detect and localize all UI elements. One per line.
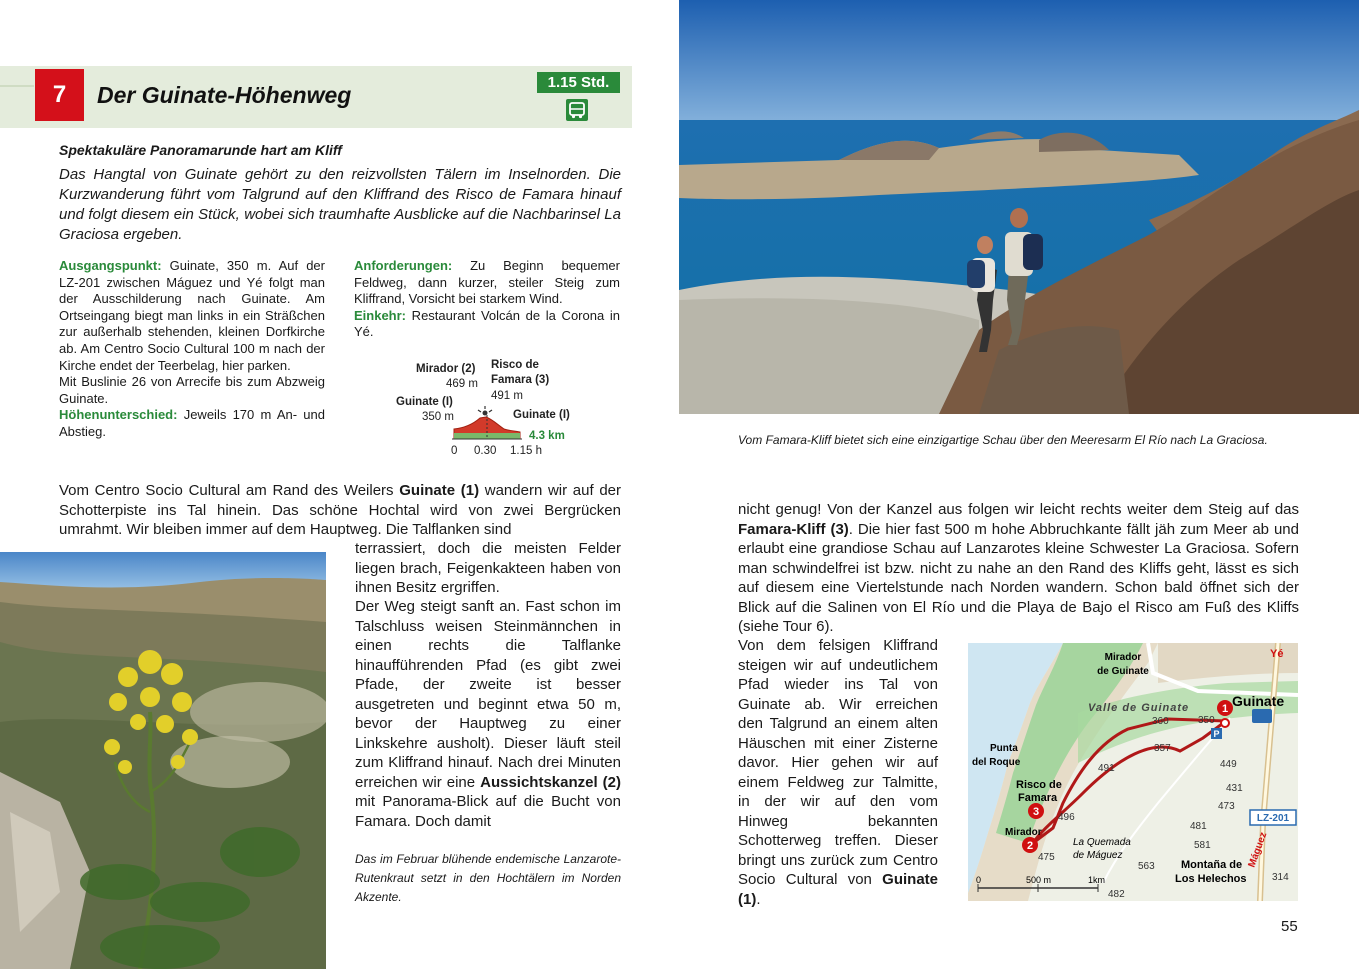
profile-time-0: 0	[451, 445, 458, 457]
duration-badge: 1.15 Std.	[537, 72, 620, 93]
text-ausgangspunkt: Guinate, 350 m. Auf der LZ-201 zwischen Máguez und Yé folgt man der Ausschilderung nach Guinate. Am Ortseingang biegt man links in ein Sträßchen zur außerhalb stehenden, kleinen Dorfkirche ab. Am Centro Socio Cultural 100 m nach der Kirche endet der Teerbelag, hier parken.	[59, 258, 325, 373]
body-right-paragraph-1	[738, 500, 1299, 637]
body-right-p1-a: nicht genug! Von der Kanzel aus folgen wir leicht rechts weiter dem Steig auf das	[738, 501, 1299, 518]
map-label-quemada-2: de Máguez	[1073, 850, 1123, 861]
profile-distance: 4.3 km	[529, 430, 565, 442]
page-number: 55	[1281, 918, 1298, 935]
label-anforderungen: Anforderungen:	[354, 258, 453, 273]
map-height-563: 563	[1138, 861, 1155, 872]
body-left-p1-c: wandern wir auf der Schotterpiste ins Tal hinein. Das schöne Hochtal wird von zwei Bergrücken umrahmt. Wir bleiben immer auf dem Hauptweg. Die Talflanken sind	[59, 482, 621, 538]
body-right-p2-a: Von dem felsigen Kliffrand steigen wir auf undeutlichem Pfad wieder ins Tal von Guinate ab. Wir erreichen den Talgrund an einem alten Häuschen mit einer Zisterne davor. Hier gehen wir auf einem Feldweg zur Talmitte, in der wir auf den vom Hinweg bekannten Schotterweg treffen. Dieser bringt uns zurück zum Centro Socio Cultural von	[738, 637, 938, 888]
body-left-p1-a: Vom Centro Socio Cultural am Rand des Weilers	[59, 482, 400, 499]
map-label-mirador-guinate-2: de Guinate	[1097, 666, 1149, 677]
profile-time-1: 0.30	[474, 445, 497, 457]
map-height-496: 496	[1058, 812, 1075, 823]
waypoint-marker-2	[1022, 837, 1038, 853]
map-height-482: 482	[1108, 889, 1125, 900]
map-label-mirador: Mirador	[1005, 827, 1042, 838]
body-left-p2: terrassiert, doch die meisten Felder liegen brach, Feigenkakteen haben von ihnen Besitz ergriffen.	[355, 540, 621, 596]
waypoint-marker-3	[1028, 803, 1044, 819]
bus-icon	[566, 99, 588, 121]
map-number-3: 3	[1032, 806, 1040, 818]
header-rule	[0, 85, 34, 87]
map-label-risco-1: Risco de	[1016, 779, 1062, 791]
text-anforderungen: Zu Beginn bequemer Feldweg, dann kurzer, steiler Steig zum Kliffrand, Vorsicht bei starkem Wind.	[354, 258, 620, 307]
profile-risco-alt: 491 m	[491, 390, 523, 402]
map-label-risco-2: Famara	[1018, 792, 1058, 804]
profile-time-2: 1.15 h	[510, 445, 542, 457]
map-label-mirador-guinate-1: Mirador	[1104, 652, 1142, 663]
map-number-2: 2	[1026, 840, 1034, 852]
map-height-350: 350	[1198, 715, 1215, 726]
map-label-helechos-2: Los Helechos	[1175, 873, 1247, 885]
text-hoehenunterschied: Jeweils 170 m An- und Abstieg.	[59, 407, 325, 439]
profile-peak-icon	[478, 406, 492, 416]
map-label-valle: Valle de Guinate	[1088, 702, 1190, 714]
tour-subtitle: Spektakuläre Panoramarunde hart am Kliff	[59, 142, 342, 158]
map-height-481: 481	[1190, 821, 1207, 832]
elevation-profile	[390, 355, 590, 460]
route-map	[968, 643, 1298, 901]
profile-mirador-label: Mirador (2)	[416, 363, 476, 375]
intro-paragraph: Das Hangtal von Guinate gehört zu den reizvollsten Tälern im Inselnorden. Die Kurzwanderung führt vom Talgrund auf den Kliffrand des Risco de Famara hinauf und folgt diesem ein Stück, wobei sich traumhafte Ausblicke auf die Nachbarinsel La Graciosa ergeben.	[59, 166, 621, 243]
map-height-473: 473	[1218, 801, 1235, 812]
body-right-p2-c: .	[756, 890, 761, 908]
body-right-p1-c: . Die hier fast 500 m hohe Abbruchkante fällt jäh zum Meer ab und erlaubt eine grandiose Schau auf Lanzarotes kleine Schwester La Graciosa. Sofern man schwindelfrei ist bzw. nicht zu nahe an den Rand des Kliffs geht, lässt es sich auf diesem eine Viertelstunde nach Norden wandern. Schon bald öffnet sich der Blick auf die Salinen von El Río und die Playa de Bajo el Risco am Fuß des Kliffs (siehe Tour 6).	[738, 520, 1299, 635]
text-bus: Mit Buslinie 26 von Arrecife bis zum Abzweig Guinate.	[59, 374, 325, 406]
caption-right: Vom Famara-Kliff bietet sich eine einzigartige Schau über den Meeresarm El Río nach La Graciosa.	[738, 433, 1268, 447]
photo-rutenkraut	[0, 552, 326, 969]
waypoint-guinate-1: Guinate (1)	[399, 482, 480, 499]
map-label-ye: Yé	[1270, 648, 1284, 660]
label-einkehr: Einkehr:	[354, 307, 407, 323]
map-label-punta-1: Punta	[990, 743, 1018, 754]
profile-risco-label-1: Risco de	[491, 359, 539, 371]
svg-text:P: P	[1213, 729, 1220, 739]
profile-mirador-alt: 469 m	[446, 378, 478, 390]
map-height-357: 357	[1154, 743, 1171, 754]
map-label-road: LZ-201	[1256, 813, 1290, 824]
map-height-431: 431	[1226, 783, 1243, 794]
waypoint-aussichtskanzel: Aussichtskanzel (2)	[480, 773, 622, 791]
map-height-475: 475	[1038, 852, 1055, 863]
info-column-right	[354, 258, 620, 341]
body-left-paragraph-2	[355, 539, 621, 598]
tour-number-badge: 7	[35, 69, 84, 121]
map-scale-1km: 1km	[1088, 875, 1106, 885]
waypoint-famara-kliff: Famara-Kliff (3)	[738, 520, 849, 538]
map-label-quemada-1: La Quemada	[1073, 837, 1131, 848]
map-scale-0: 0	[976, 875, 982, 885]
map-label-guinate: Guinate	[1232, 693, 1285, 709]
map-height-581: 581	[1194, 840, 1211, 851]
map-height-314: 314	[1272, 872, 1289, 883]
body-left-p3-c: mit Panorama-Blick auf die Bucht von Famara. Doch damit	[355, 793, 621, 830]
profile-guinate-start-alt: 350 m	[422, 411, 454, 423]
map-height-449: 449	[1220, 759, 1237, 770]
body-left-paragraph-1	[59, 481, 621, 540]
map-bus-icon	[1252, 709, 1272, 723]
map-label-punta-2: del Roque	[972, 757, 1021, 768]
body-left-p3-a: Der Weg steigt sanft an. Fast schon im Talschluss weisen Steinmännchen in einen rechts die Talflanke hinaufführenden Pfad (es gibt zwei Pfade, der zweite ist besser ausgetreten und beginnt etwa 50 m, bevor der Hauptweg zu einer Linkskehre ausholt). Dieser läuft steil zum Kliffrand hinauf. Nach drei Minuten erreichen wir eine	[355, 598, 621, 791]
text-einkehr: Restaurant Volcán de la Corona in Yé.	[354, 307, 620, 340]
map-label-helechos-1: Montaña de	[1181, 859, 1243, 871]
body-right-paragraph-2	[738, 636, 938, 909]
profile-guinate-start-label: Guinate (I)	[396, 396, 453, 408]
map-height-491: 491	[1098, 763, 1115, 774]
label-hoehenunterschied: Höhenunterschied:	[59, 407, 178, 423]
photo-famara-cliff	[679, 0, 1359, 414]
profile-guinate-end-label: Guinate (I)	[513, 409, 570, 421]
info-column-left	[59, 258, 325, 441]
body-left-paragraph-3	[355, 597, 621, 831]
tour-title: Der Guinate-Höhenweg	[97, 82, 352, 108]
caption-left: Das im Februar blühende endemische Lanzarote-Rutenkraut setzt in den Hochtälern im Norden Akzente.	[355, 852, 621, 904]
label-ausgangspunkt: Ausgangspunkt:	[59, 258, 162, 273]
waypoint-guinate-end: Guinate (1)	[738, 871, 938, 908]
map-label-maguez: Máguez	[1246, 830, 1270, 870]
map-scale-500: 500 m	[1026, 875, 1052, 885]
map-height-360: 360	[1152, 716, 1169, 727]
map-number-1: 1	[1221, 703, 1229, 715]
profile-risco-label-2: Famara (3)	[491, 374, 550, 386]
